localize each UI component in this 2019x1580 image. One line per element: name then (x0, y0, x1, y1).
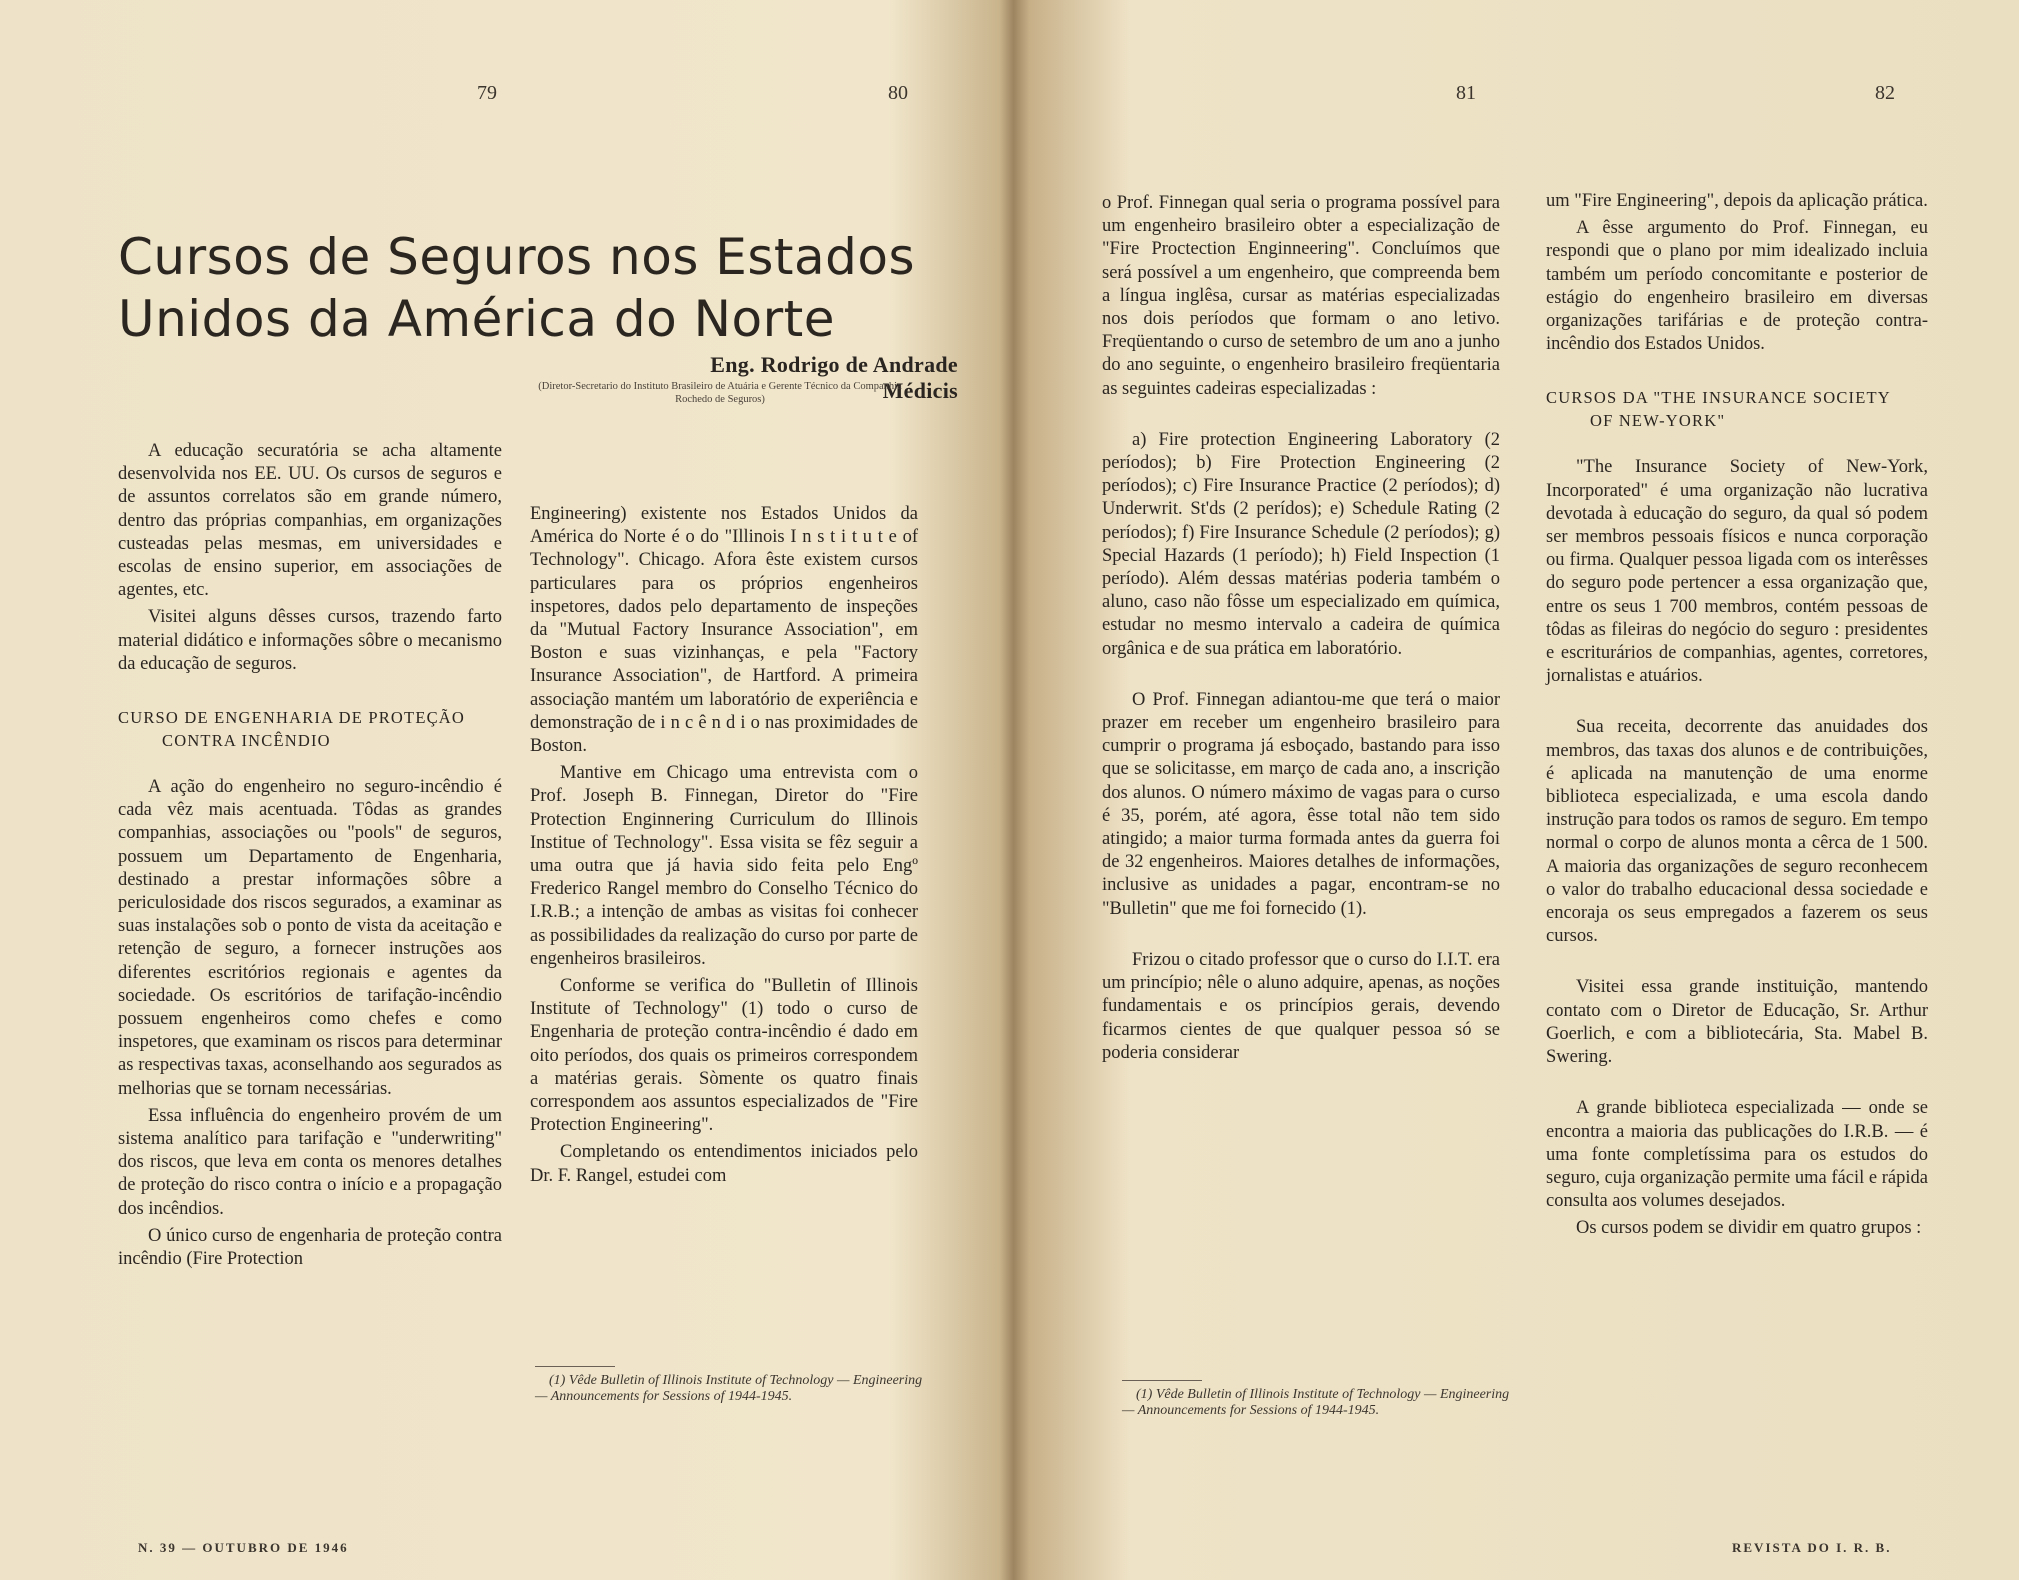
footnote-rule (1122, 1380, 1202, 1381)
page-number-80: 80 (888, 82, 908, 104)
page-number-82: 82 (1875, 82, 1895, 104)
paragraph: Conforme se verifica do "Bulletin of Illinois Institute of Technology" (1) todo o curso de Engenharia de proteção contra-incêndio é dado em oito períodos, dos quais os primeiros correspondem a matérias gerais. Sòmente os quatro finais correspondem aos assuntos especializados de "Fire Protection Engineering". (530, 976, 918, 1136)
paragraph: Visitei alguns dêsses cursos, trazendo farto material didático e informações sôbre o mecanismo da educação de seguros. (118, 607, 502, 674)
paragraph: um "Fire Engineering", depois da aplicação prática. (1546, 191, 1928, 211)
paragraph: Completando os entendimentos iniciados pelo Dr. F. Rangel, estudei com (530, 1142, 918, 1186)
page-number-81: 81 (1456, 82, 1476, 104)
footnote (535, 1366, 923, 1405)
paragraph: A êsse argumento do Prof. Finnegan, eu respondi que o plano por mim idealizado incluia também um período concomitante e posterior de estágio do engenheiro brasileiro em diversas organizações tarifárias e de proteção contra-incêndio dos Estados Unidos. (1546, 218, 1928, 355)
paragraph: O Prof. Finnegan adiantou-me que terá o maior prazer em receber um engenheiro brasileiro para cumprir o programa já esboçado, bastando para isso que se solicitasse, em março de cada ano, a inscrição dos alunos. O número máximo de vagas para o curso é 35, porém, até agora, êsse total não tem sido atingido; a maior turma formada antes da guerra foi de 32 engenheiros. Maiores detalhes de informações, inclusive as unidades a pagar, encontram-se no "Bulletin" que me foi fornecido (1). (1102, 689, 1500, 919)
paragraph: A ação do engenheiro no seguro-incêndio é cada vêz mais acentuada. Tôdas as grandes companhias, associações ou "pools" de seguros, possuem um Departamento de Engenharia, destinado a prestar informações sôbre a periculosidade dos riscos segurados, a examinar as suas instalações sob o ponto de vista da aceitação e retenção de seguro, a fornecer instruções aos diferentes escritórios regionais e agentes da sociedade. Os escritórios de tarifação-incêndio possuem engenheiros como chefes e como inspetores, que examinam os riscos para determinar as respectivas taxas, aconselhando aos segurados as melhorias que se tornam necessárias. (118, 777, 502, 1099)
paragraph: Frizou o citado professor que o curso do I.I.T. era um princípio; nêle o aluno adquire, apenas, as noções fundamentais e os princípios gerais, devendo ficarmos cientes de que qualquer pessoa só se poderia considerar (1102, 949, 1500, 1063)
paragraph: Os cursos podem se dividir em quatro grupos : (1576, 1218, 1922, 1239)
paragraph: "The Insurance Society of New-York, Incorporated" é uma organização não lucrativa devotada à educação do seguro, da qual só podem ser membros pessoais físicos e nunca corporação ou firma. Qualquer pessoa ligada com os interêsses do seguro pode pertencer a essa organização que, entre os seus 1 700 membros, contém pessoas de tôdas as fileiras do negócio do seguro : presidentes e escriturários de companhias, agentes, corretores, jornalistas e atuários. (1546, 457, 1928, 687)
paragraph: A educação securatória se acha altamente desenvolvida nos EE. UU. Os cursos de seguros e de assuntos correlatos são em grande número, dentro das próprias companhias, em organizações custeadas pelas mesmas, em universidades e escolas de ensino superior, em associações de agentes, etc. (118, 441, 502, 601)
paragraph: A grande biblioteca especializada — onde se encontra a maioria das publicações do I.R.B. — é uma fonte completíssima para os estudos do seguro, cuja organização permite uma fácil e rápida consulta aos volumes desejados. (1546, 1098, 1928, 1212)
footnote-text: (1) Vêde Bulletin of Illinois Institute of Technology — Engineering — Announcements for Sessions of 1944-1945. (1122, 1387, 1510, 1418)
paragraph: o Prof. Finnegan qual seria o programa possível para um engenheiro brasileiro obter a especialização de "Fire Proctection Enginneering". Concluímos que será possível a um engenheiro, que compreenda bem a língua inglêsa, cursar as matérias especializadas nos dois períodos que formam o ano letivo. Freqüentando o curso de setembro de um ano a junho do ano seguinte, o engenheiro brasileiro freqüentaria as seguintes cadeiras especializadas : (1102, 193, 1500, 399)
paragraph: a) Fire protection Engineering Laboratory (2 períodos); b) Fire Protection Engineering (2 períodos); c) Fire Insurance Practice (2 períodos); d) Underwrit. St'ds (2 perídos); e) Schedule Rating (2 períodos); f) Fire Insurance Schedule (2 períodos); g) Special Hazards (1 período); h) Field Inspection (1 período). Além dessas matérias poderia também o aluno, caso não fôsse um especializado em química, estudar no mesmo intervalo a cadeira de química orgânica e de sua prática em laboratório. (1102, 429, 1500, 659)
paragraph: Engineering) existente nos Estados Unidos da América do Norte é o do "Illinois I n s t i t u t e of Technology". Chicago. Afora êste existem cursos particulares para os próprios engenheiros inspetores, dados pelo departamento de inspeções da "Mutual Factory Insurance Association", em Boston e suas vizinhanças, e pela "Factory Insurance Association", de Hartford. A primeira associação mantém um laboratório de experiência e demonstração de i n c ê n d i o nas proximidades de Boston. (530, 504, 918, 757)
section-heading (1546, 386, 1928, 432)
footnote-text: (1) Vêde Bulletin of Illinois Institute of Technology — Engineering — Announcements for Sessions of 1944-1945. (535, 1373, 923, 1404)
footnote-rule (535, 1366, 615, 1367)
footer-journal: REVISTA DO I. R. B. (1732, 1540, 1892, 1555)
footnote (1122, 1380, 1512, 1419)
paragraph: Essa influência do engenheiro provém de um sistema analítico para tarifação e "underwriting" dos riscos, que leva em conta os menores detalhes de proteção do risco contra o início e a propagação dos incêndios. (118, 1105, 502, 1219)
footer-issue: N. 39 — OUTUBRO DE 1946 (138, 1540, 349, 1555)
section-heading (118, 706, 502, 752)
article-title: Cursos de Seguros nos Estados Unidos da América do Norte (118, 227, 916, 348)
paragraph: O único curso de engenharia de proteção contra incêndio (Fire Protection (118, 1225, 502, 1270)
column-1 (118, 440, 502, 1271)
section-heading-line: CONTRA INCÊNDIO (162, 731, 331, 751)
author-affiliation: (Diretor-Secretario do Instituto Brasileiro de Atuária e Gerente Técnico da Companhia Rochedo de Seguros) (538, 381, 902, 405)
author-name: Eng. Rodrigo de Andrade Médicis (710, 352, 958, 403)
paragraph: Visitei essa grande instituição, mantendo contato com o Diretor de Educação, Sr. Arthur Goerlich, e com a bibliotecária, Sta. Mabel B. Swering. (1546, 977, 1928, 1068)
paragraph: Mantive em Chicago uma entrevista com o Prof. Joseph B. Finnegan, Diretor do "Fire Protection Enginnering Curriculum do Illinois Institue of Technology". Essa visita se fêz seguir a uma outra que já havia sido feita pelo Engº Frederico Rangel membro do Conselho Técnico do I.R.B.; a intenção de ambas as visitas foi conhecer as possibilidades da realização do curso por parte de engenheiros brasileiros. (530, 763, 918, 969)
section-heading-line: CURSOS DA "THE INSURANCE SOCIETY (1546, 388, 1891, 408)
column-4 (1546, 190, 1928, 1241)
page-number-79: 79 (477, 82, 497, 104)
right-page (1020, 0, 2019, 1580)
left-page (0, 0, 1005, 1580)
column-3 (1102, 192, 1500, 1065)
paragraph: Sua receita, decorrente das anuidades dos membros, das taxas dos alunos e de contribuições, é aplicada na manutenção de uma enorme biblioteca especializada, e uma escola dando instrução para todos os ramos de seguro. Em tempo normal o corpo de alunos monta a cêrca de 1 500. A maioria das organizações de seguro reconhecem o valor do trabalho educacional dessa sociedade e encoraja os seus empregados a fazerem os seus cursos. (1546, 717, 1928, 947)
section-heading-line: OF NEW-YORK" (1590, 411, 1726, 431)
column-2 (530, 503, 918, 1188)
section-heading-line: CURSO DE ENGENHARIA DE PROTEÇÃO (118, 708, 466, 728)
